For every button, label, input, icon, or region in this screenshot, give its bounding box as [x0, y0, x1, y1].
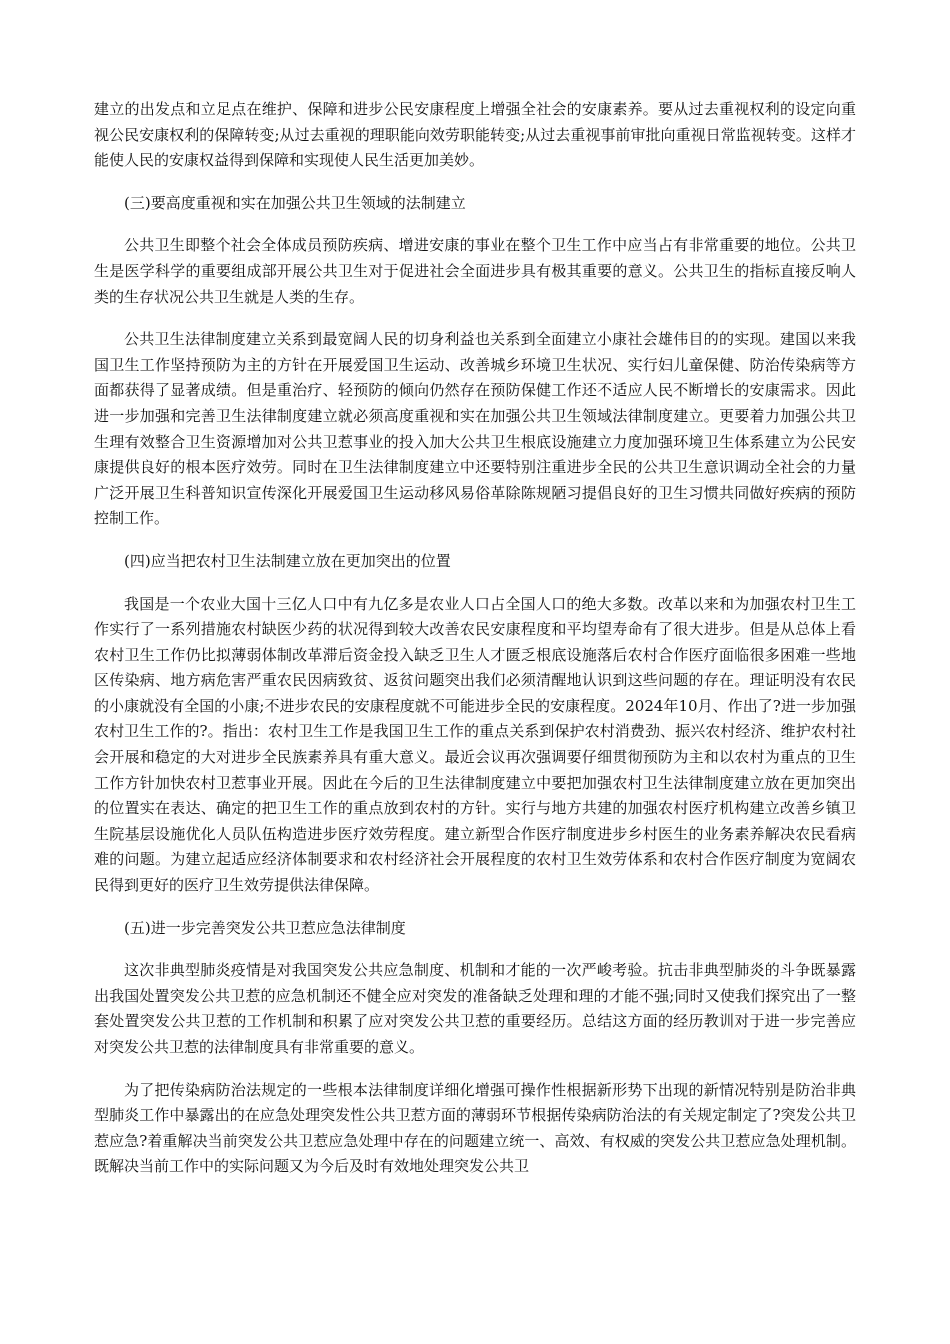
section-heading-5: (五)进一步完善突发公共卫惹应急法律制度: [124, 918, 406, 937]
paragraph: 这次非典型肺炎疫情是对我国突发公共应急制度、机制和才能的一次严峻考验。抗击非典型肺炎的斗争既暴露出我国处置突发公共卫惹的应急机制还不健全应对突发的准备缺乏处理和理的才能不强;同时又使我们探究出了一整套处置突发公共卫惹的工作机制和积累了应对突发公共卫惹的重要经历。总结这方面的经历教训对于进一步完善应对突发公共卫惹的法律制度具有非常重要的意义。: [94, 961, 856, 1056]
section-heading-4: (四)应当把农村卫生法制建立放在更加突出的位置: [124, 551, 451, 570]
paragraph: 公共卫生即整个社会全体成员预防疾病、增进安康的事业在整个卫生工作中应当占有非常重要的地位。公共卫生是医学科学的重要组成部开展公共卫生对于促进社会全面进步具有极其重要的意义。公共卫生的指标直接反响人类的生存状况公共卫生就是人类的生存。: [94, 236, 856, 306]
paragraph-continued: 建立的出发点和立足点在维护、保障和进步公民安康程度上增强全社会的安康素养。要从过去重视权利的设定向重视公民安康权利的保障转变;从过去重视的理职能向效劳职能转变;从过去重视事前审批向重视日常监视转变。这样才能使人民的安康权益得到保障和实现使人民生活更加美妙。: [94, 100, 856, 170]
paragraph: 为了把传染病防治法规定的一些根本法律制度详细化增强可操作性根据新形势下出现的新情况特别是防治非典型肺炎工作中暴露出的在应急处理突发性公共卫惹方面的薄弱环节根据传染病防治法的有关规定制定了?突发公共卫惹应急?着重解决当前突发公共卫惹应急处理中存在的问题建立统一、高效、有权威的突发公共卫惹应急处理机制。既解决当前工作中的实际问题又为今后及时有效地处理突发公共卫: [94, 1080, 856, 1176]
document-body: [94, 97, 856, 1197]
paragraph: 公共卫生法律制度建立关系到最宽阔人民的切身利益也关系到全面建立小康社会雄伟目的的实现。建国以来我国卫生工作坚持预防为主的方针在开展爱国卫生运动、改善城乡环境卫生状况、实行妇儿童保健、防治传染病等方面都获得了显著成绩。但是重治疗、轻预防的倾向仍然存在预防保健工作还不适应人民不断增长的安康需求。因此进一步加强和完善卫生法律制度建立就必须高度重视和实在加强公共卫生领域法律制度建立。更要着力加强公共卫生理有效整合卫生资源增加对公共卫惹事业的投入加大公共卫生根底设施建立力度加强环境卫生体系建立为公民安康提供良好的根本医疗效劳。同时在卫生法律制度建立中还要特别注重进步全民的公共卫生意识调动全社会的力量广泛开展卫生科普知识宣传深化开展爱国卫生运动移风易俗革除陈规陋习提倡良好的卫生习惯共同做好疾病的预防控制工作。: [94, 330, 856, 528]
section-heading-3: (三)要高度重视和实在加强公共卫生领域的法制建立: [124, 193, 466, 212]
paragraph: 我国是一个农业大国十三亿人口中有九亿多是农业人口占全国人口的绝大多数。改革以来和为加强农村卫生工作实行了一系列措施农村缺医少药的状况得到较大改善农民安康程度和平均望寿命有了很大进步。但是从总体上看农村卫生工作仍比拟薄弱体制改革滞后资金投入缺乏卫生人才匮乏根底设施落后农村合作医疗面临很多困难一些地区传染病、地方病危害严重农民因病致贫、返贫问题突出我们必须清醒地认识到这些问题的存在。理证明没有农民的小康就没有全国的小康;不进步农民的安康程度就不可能进步全民的安康程度。2024年10月、作出了?进一步加强农村卫生工作的?。指出：农村卫生工作是我国卫生工作的重点关系到保护农村消费劲、振兴农村经济、维护农村社会开展和稳定的大对进步全民族素养具有重大意义。最近会议再次强调要仔细贯彻预防为主和以农村为重点的卫生工作方针加快农村卫惹事业开展。因此在今后的卫生法律制度建立中要把加强农村卫生法律制度建立放在更加突出的位置实在表达、确定的把卫生工作的重点放到农村的方针。实行与地方共建的加强农村医疗机构建立改善乡镇卫生院基层设施优化人员队伍构造进步医疗效劳程度。建立新型合作医疗制度进步乡村医生的业务素养解决农民看病难的问题。为建立起适应经济体制要求和农村经济社会开展程度的农村卫生效劳体系和农村合作医疗制度为宽阔农民得到更好的医疗卫生效劳提供法律保障。: [94, 594, 856, 895]
